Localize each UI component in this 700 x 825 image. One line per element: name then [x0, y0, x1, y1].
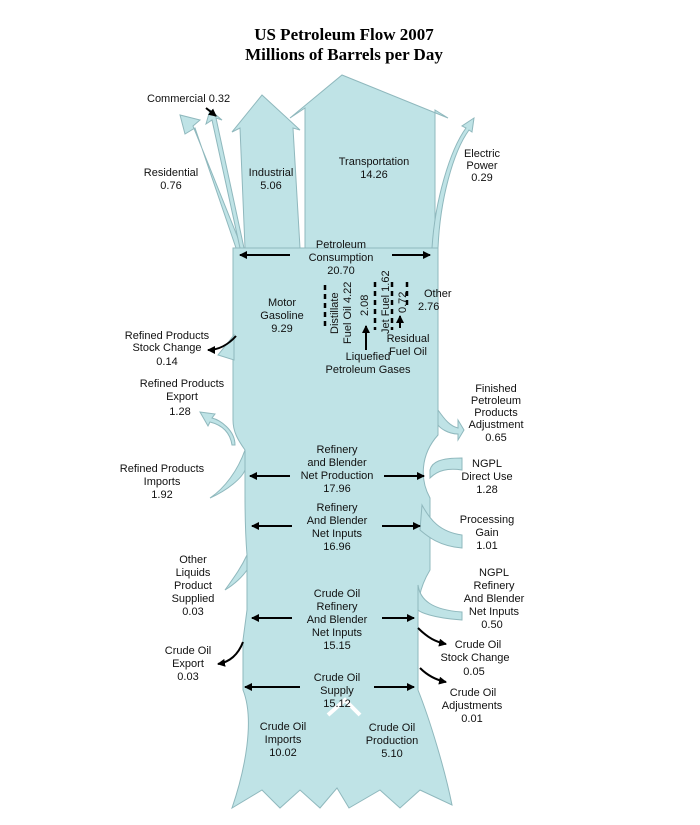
- motor-gasoline-label-2: Gasoline: [260, 310, 304, 322]
- title-line-2: Millions of Barrels per Day: [245, 45, 443, 64]
- crude-adjustments-value: 0.01: [461, 713, 483, 725]
- refined-stock-change-value: 0.14: [156, 356, 178, 368]
- finished-adjustment-value: 0.65: [485, 432, 507, 444]
- crude-inputs-label-2: Refinery: [316, 601, 358, 613]
- ngpl-refinery-label-1: NGPL: [479, 567, 509, 579]
- net-production-label-2: and Blender: [307, 457, 367, 469]
- distillate-label-2: Fuel Oil 4.22: [342, 281, 354, 344]
- crude-supply-value: 15.12: [323, 698, 351, 710]
- lpg-label-1: Liquefied: [345, 351, 391, 363]
- net-production-label-1: Refinery: [316, 444, 358, 456]
- electric-power-label-1: Electric: [463, 148, 501, 160]
- finished-adjustment-label-3: Products: [474, 407, 518, 419]
- industrial-value: 5.06: [260, 180, 282, 192]
- motor-gasoline-label-1: Motor: [267, 297, 297, 309]
- ngpl-direct-use-label-1: NGPL: [472, 458, 502, 470]
- crude-stock-change-label-1: Crude Oil: [454, 639, 502, 651]
- other-liquids-label-1: Other: [179, 554, 207, 566]
- processing-gain-label-2: Gain: [475, 527, 499, 539]
- refined-imports-label-2: Imports: [143, 476, 181, 488]
- other-label: Other: [424, 288, 452, 300]
- ngpl-direct-use-label-2: Direct Use: [461, 471, 513, 483]
- electric-power-label-2: Power: [466, 160, 498, 172]
- crude-production-value: 5.10: [381, 748, 403, 760]
- ngpl-direct-use-flow: [430, 458, 462, 478]
- crude-stock-change-value: 0.05: [463, 666, 485, 678]
- residual-value: 0.72: [397, 291, 409, 313]
- refined-imports-label-1: Refined Products: [119, 463, 205, 475]
- net-inputs-label-3: Net Inputs: [311, 528, 363, 540]
- refined-imports-flow: [210, 450, 245, 498]
- net-inputs-label-2: And Blender: [306, 515, 368, 527]
- crude-adjustments-label-2: Adjustments: [441, 700, 503, 712]
- commercial-flow: [206, 110, 244, 248]
- refined-export-label-2: Export: [166, 391, 198, 403]
- motor-gasoline-value: 9.29: [271, 323, 293, 335]
- ngpl-refinery-value: 0.50: [481, 619, 503, 631]
- crude-inputs-label-3: And Blender: [306, 614, 368, 626]
- residential-value: 0.76: [160, 180, 182, 192]
- crude-adjustments-arrow: [420, 668, 446, 682]
- net-inputs-label-1: Refinery: [316, 502, 358, 514]
- consumption-label-1: Petroleum: [315, 239, 367, 251]
- other-liquids-label-2: Liquids: [175, 567, 211, 579]
- crude-imports-label-1: Crude Oil: [259, 721, 307, 733]
- distillate-label-1: Distillate: [329, 292, 341, 334]
- refined-export-value: 1.28: [169, 406, 191, 418]
- refined-imports-value: 1.92: [151, 489, 173, 501]
- processing-gain-value: 1.01: [476, 540, 498, 552]
- other-value: 2.76: [418, 301, 440, 313]
- other-liquids-flow: [225, 555, 247, 590]
- ngpl-refinery-flow: [418, 585, 462, 620]
- crude-production-label-1: Crude Oil: [368, 722, 416, 734]
- refined-export-label-1: Refined Products: [139, 378, 225, 390]
- crude-supply-label-2: Supply: [320, 685, 354, 697]
- refined-stock-change-label-1: Refined Products: [124, 330, 210, 342]
- ngpl-refinery-label-4: Net Inputs: [468, 606, 520, 618]
- crude-imports-value: 10.02: [269, 747, 297, 759]
- commercial-label: Commercial 0.32: [147, 93, 231, 105]
- consumption-label-2: Consumption: [308, 252, 374, 264]
- residual-label-1: Residual: [386, 333, 430, 345]
- electric-power-value: 0.29: [471, 172, 493, 184]
- residential-flow: [180, 115, 242, 248]
- crude-export-label-1: Crude Oil: [164, 645, 212, 657]
- crude-imports-label-2: Imports: [264, 734, 302, 746]
- crude-adjustments-label-1: Crude Oil: [449, 687, 497, 699]
- title-line-1: US Petroleum Flow 2007: [254, 25, 434, 44]
- lpg-value: 2.08: [359, 294, 371, 316]
- finished-adjustment-label-1: Finished: [475, 383, 517, 395]
- crude-stock-change-label-2: Stock Change: [440, 652, 510, 664]
- crude-export-arrow: [218, 642, 243, 664]
- finished-adjustment-label-2: Petroleum: [470, 395, 522, 407]
- lpg-label-2: Petroleum Gases: [325, 364, 411, 376]
- crude-supply-label-1: Crude Oil: [313, 672, 361, 684]
- jet-fuel-label: Jet Fuel 1.62: [380, 270, 392, 334]
- net-production-value: 17.96: [323, 483, 351, 495]
- transportation-value: 14.26: [360, 169, 388, 181]
- crude-inputs-value: 15.15: [323, 640, 351, 652]
- crude-production-label-2: Production: [365, 735, 419, 747]
- refined-export-flow: [200, 412, 235, 445]
- residential-label: Residential: [143, 167, 199, 179]
- ngpl-refinery-label-3: And Blender: [463, 593, 525, 605]
- other-liquids-label-3: Product: [174, 580, 212, 592]
- crude-inputs-label-4: Net Inputs: [311, 627, 363, 639]
- transportation-label: Transportation: [338, 156, 410, 168]
- consumption-value: 20.70: [327, 265, 355, 277]
- industrial-label: Industrial: [248, 167, 294, 179]
- net-production-label-3: Net Production: [300, 470, 374, 482]
- other-liquids-value: 0.03: [182, 606, 204, 618]
- refined-stock-change-label-2: Stock Change: [132, 342, 202, 354]
- finished-adjustment-label-4: Adjustment: [468, 419, 524, 431]
- crude-export-value: 0.03: [177, 671, 199, 683]
- finished-adjustment-flow: [438, 410, 464, 440]
- crude-stock-change-arrow: [418, 628, 446, 644]
- ngpl-direct-use-value: 1.28: [476, 484, 498, 496]
- other-liquids-label-4: Supplied: [171, 593, 215, 605]
- crude-export-label-2: Export: [172, 658, 204, 670]
- processing-gain-label-1: Processing: [459, 514, 515, 526]
- electric-power-flow: [432, 118, 474, 248]
- crude-inputs-label-1: Crude Oil: [313, 588, 361, 600]
- net-inputs-value: 16.96: [323, 541, 351, 553]
- residual-label-2: Fuel Oil: [389, 346, 427, 358]
- ngpl-refinery-label-2: Refinery: [473, 580, 515, 592]
